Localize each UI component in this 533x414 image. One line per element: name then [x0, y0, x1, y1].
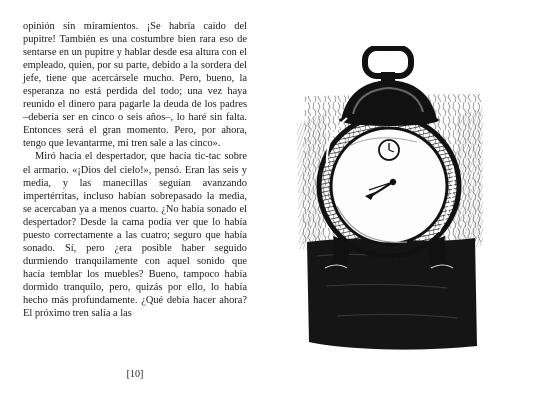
paragraph-1: opinión sin miramientos. ¡Se habría caído del pupitre! También es una costumbre bien rara eso de sentarse en un pupitre y hablar desde esa altura con el empleado, quien, por su parte, debido a la sordera del jefe, tiene que acercársele mucho. Pero, bueno, la esperanza no está perdida del todo; una vez haya reunido el dinero para pagarle la deuda de los padres –debería ser en cinco o seis años–, lo haré sin falta. Entonces será el gran momento. Pero, por ahora, tengo que levantarme, mi tren sale a las cinco». [23, 21, 247, 150]
text-column [23, 20, 247, 320]
clock-handle [365, 48, 411, 82]
paragraph-2: Miró hacia el despertador, que hacía tic-tac sobre el armario. «¡Dios del cielo!», pensó. Eran las seis y media, y las manecillas seguían avanzando impertérritas, incluso habían sobrepasado la media, se acercaban ya a menos cuarto. ¿No había sonado el despertador? Desde la cama podía ver que lo había puesto correctamente a las cuatro; seguro que había sonado. Sí, pero ¿era posible haber seguido durmiendo tranquilamente con aquel sonido que hacía temblar los muebles? Bueno, tampoco había dormido tranquilo, pero, quizás por ello, lo había hecho más profundamente. ¿Qué debía hacer ahora? El próximo tren salía a las [23, 151, 247, 320]
clock-body [319, 116, 459, 256]
page-number: [10] [126, 369, 144, 380]
alarm-clock-illustration [297, 46, 483, 352]
